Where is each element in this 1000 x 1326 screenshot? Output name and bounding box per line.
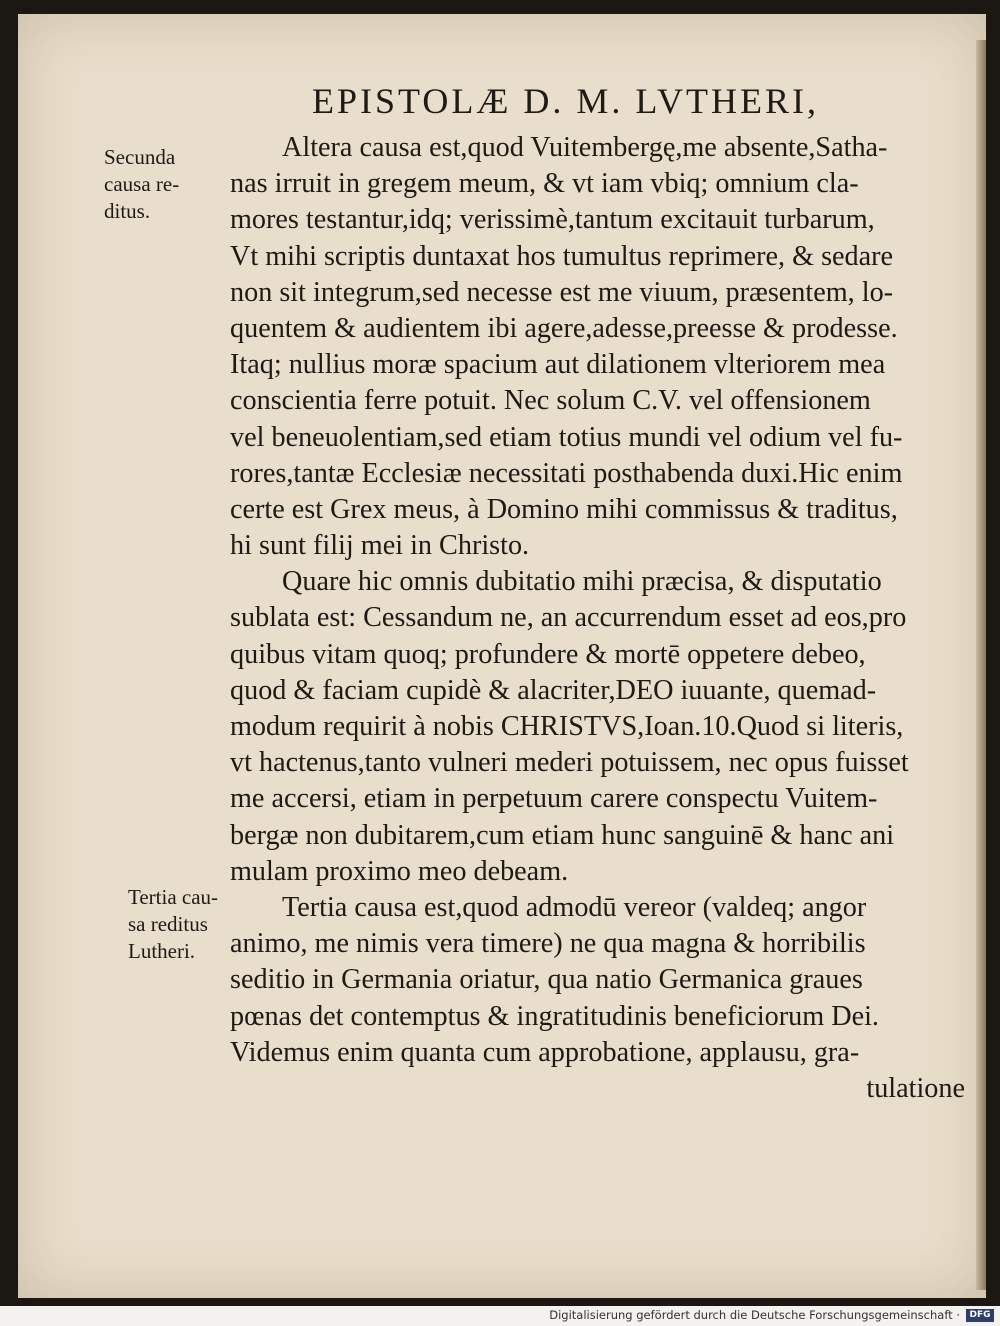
text-line: quentem & audientem ibi agere,adesse,preesse & prodesse. (230, 312, 898, 344)
text-line: quod & faciam cupidè & alacriter,DEO iuuante, quemad- (230, 674, 877, 706)
page-edge (976, 40, 986, 1290)
margin-note-line: Lutheri. (128, 939, 196, 963)
running-head: EPISTOLÆ D. M. LVTHERI, (312, 81, 820, 121)
text-line: quibus vitam quoq; profundere & mortē oppetere debeo, (230, 638, 866, 670)
text-line: Videmus enim quanta cum approbatione, applausu, gra- (230, 1036, 860, 1068)
text-line: certe est Grex meus, à Domino mihi commissus & traditus, (230, 493, 898, 525)
catchword: tulatione (866, 1072, 965, 1104)
text-line: conscientia ferre potuit. Nec solum C.V. vel offensionem (230, 385, 871, 417)
text-line: Vt mihi scriptis duntaxat hos tumultus reprimere, & sedare (230, 240, 894, 272)
footer-credit: Digitalisierung gefördert durch die Deutsche Forschungsgemeinschaft · (549, 1308, 960, 1322)
text-line: modum requirit à nobis CHRISTVS,Ioan.10.Quod si literis, (230, 711, 904, 742)
text-line: Quare hic omnis dubitatio mihi præcisa, & disputatio (282, 566, 882, 598)
text-line: mulam proximo meo debeam. (230, 855, 569, 887)
text-line: hi sunt filij mei in Christo. (230, 530, 530, 562)
text-line: seditio in Germania oriatur, qua natio Germanica graues (230, 964, 863, 996)
text-line: pœnas det contemptus & ingratitudinis beneficiorum Dei. (230, 1000, 879, 1032)
text-line: Itaq; nullius moræ spacium aut dilationem vlteriorem mea (230, 349, 886, 381)
text-line: nas irruit in gregem meum, & vt iam vbiq; omnium cla- (230, 168, 859, 200)
margin-note-tertia (128, 884, 218, 965)
text-line: sublata est: Cessandum ne, an accurrendum esset ad eos,pro (230, 602, 907, 634)
text-line: vt hactenus,tanto vulneri mederi potuissem, nec opus fuisset (230, 747, 909, 779)
text-line: mores testantur,idq; verissimè,tantum excitauit turbarum, (230, 204, 875, 236)
dfg-logo-icon: DFG (966, 1309, 994, 1322)
margin-note-line: Secunda (104, 145, 176, 169)
digitization-footer (0, 1306, 1000, 1326)
text-line: Altera causa est,quod Vuitembergę,me absente,Satha- (282, 132, 888, 163)
text-line: Tertia causa est,quod admodū vereor (valdeq; angor (282, 891, 867, 923)
text-line: me accersi, etiam in perpetuum carere conspectu Vuitem- (230, 783, 878, 815)
margin-note-line: sa reditus (128, 912, 208, 936)
margin-note-line: ditus. (104, 199, 151, 223)
body-text (230, 130, 965, 1107)
text-line: rores,tantæ Ecclesiæ necessitati posthabenda duxi.Hic enim (230, 457, 903, 489)
margin-note-line: causa re- (104, 172, 180, 196)
text-line: bergæ non dubitarem,cum etiam hunc sanguinē & hanc ani (230, 819, 895, 851)
text-line: animo, me nimis vera timere) ne qua magna & horribilis (230, 928, 866, 960)
text-line: vel beneuolentiam,sed etiam totius mundi vel odium vel fu- (230, 421, 903, 453)
margin-note-line: Tertia cau- (128, 885, 219, 909)
text-line: non sit integrum,sed necesse est me viuum, præsentem, lo- (230, 276, 894, 308)
margin-note-secunda (104, 144, 179, 225)
